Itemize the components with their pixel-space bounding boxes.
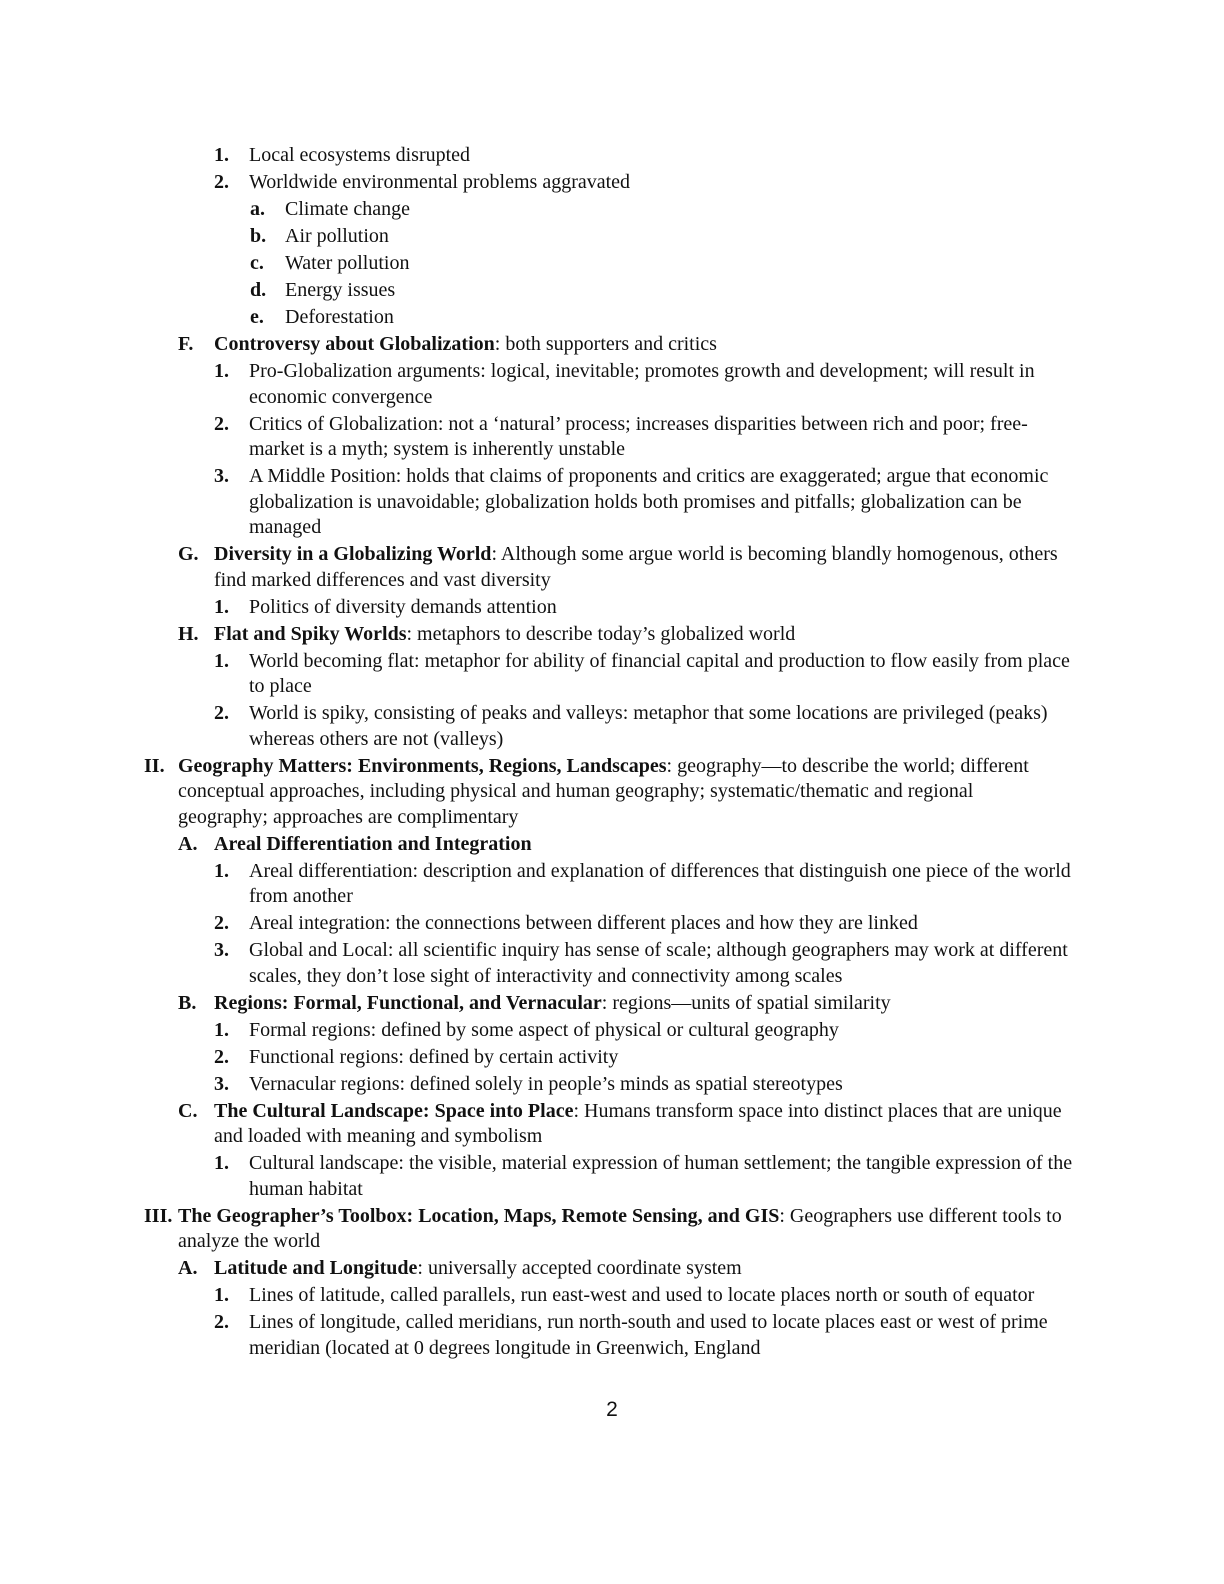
outline-marker: III. [144,1204,173,1227]
outline-text: Areal integration: the connections between different places and how they are linked [249,912,918,934]
outline-marker: d. [250,279,267,301]
outline-item [0,701,1224,752]
outline-marker: 1. [214,360,229,382]
outline-item [0,251,1224,277]
outline-text: World is spiky, consisting of peaks and valleys: metaphor that some locations are privileged (peaks) whereas others are not (valleys) [249,702,1048,750]
outline-content [214,542,1074,593]
outline-marker: 2. [214,412,229,435]
outline-item [0,1045,1224,1071]
outline-marker: H. [178,622,199,645]
outline-text: : Humans transform space into distinct places that are unique and loaded with meaning and symbolism [214,1099,1062,1147]
outline-marker: a. [250,198,265,220]
outline-item [0,197,1224,223]
outline-heading: Geography Matters: Environments, Regions, Landscapes [178,754,667,777]
outline-marker: 3. [214,1072,229,1095]
outline-content [249,1283,1074,1309]
outline-item [0,1151,1224,1202]
outline-content [249,1151,1074,1202]
outline-content [249,595,1074,621]
outline-marker: II. [144,754,165,777]
outline-text: World becoming flat: metaphor for ability of financial capital and production to flow easily from place to place [249,649,1070,697]
outline-item [0,649,1224,700]
outline-item [0,1072,1224,1098]
outline-content [178,754,1068,831]
outline-item [0,754,1224,831]
outline-item [0,911,1224,937]
outline-marker: 2. [214,702,229,724]
outline-heading: Flat and Spiky Worlds [214,622,407,645]
outline-heading: The Cultural Landscape: Space into Place [214,1099,574,1122]
outline-content [285,278,1075,304]
outline-content [214,991,1074,1017]
outline-content [214,832,1074,858]
outline-content [249,911,1074,937]
outline-marker: 3. [214,939,229,961]
outline-marker: 1. [214,1284,229,1306]
outline-marker: 2. [214,1045,229,1068]
outline-content [249,1072,1074,1098]
outline-marker: 2. [214,1311,229,1333]
outline-item [0,224,1224,250]
outline-content [214,332,1074,358]
outline-content [285,305,1075,331]
outline-text: Local ecosystems disrupted [249,144,471,166]
outline-text: Air pollution [285,225,389,247]
outline-content [249,649,1074,700]
outline-text: Lines of longitude, called meridians, run north-south and used to locate places east or west of prime meridian (located at 0 degrees longitude in Greenwich, England [249,1311,1048,1359]
outline-text: Global and Local: all scientific inquiry has sense of scale; although geographers may work at different scales, they don’t lose sight of interactivity and connectivity among scales [249,939,1068,987]
outline-content [249,170,1074,196]
outline-text: Areal differentiation: description and explanation of differences that distinguish one piece of the world from another [249,859,1071,907]
outline-text: Lines of latitude, called parallels, run east-west and used to locate places north or south of equator [249,1284,1035,1306]
outline-content [249,143,1074,169]
outline-marker: 1. [214,144,229,166]
outline-item [0,1283,1224,1309]
outline-content [178,1204,1068,1255]
outline-text: Water pollution [285,252,410,274]
outline-marker: G. [178,543,199,565]
outline-marker: b. [250,225,267,247]
outline-content [249,701,1074,752]
outline-item [0,1099,1224,1150]
outline-heading: Diversity in a Globalizing World [214,543,492,565]
outline-item [0,332,1224,358]
outline-marker: 2. [214,171,229,193]
outline-marker: 3. [214,465,229,487]
outline-marker: c. [250,252,264,274]
outline-content [214,1256,1074,1282]
outline-text: A Middle Position: holds that claims of proponents and critics are exaggerated; argue that economic globalization is unavoidable; globalization holds both promises and pitfalls; globalization can be managed [249,465,1049,538]
outline-content [249,1045,1074,1071]
outline-text: Politics of diversity demands attention [249,595,557,618]
outline-text: Deforestation [285,306,394,328]
outline-text: : both supporters and critics [494,333,717,355]
outline-text: Climate change [285,198,410,220]
outline-marker: C. [178,1099,198,1122]
outline-item [0,991,1224,1017]
outline-heading: Controversy about Globalization [214,333,495,355]
outline-item [0,278,1224,304]
outline-text: : metaphors to describe today’s globalized world [406,622,796,645]
outline-text: Functional regions: defined by certain activity [249,1045,619,1068]
page-number: 2 [606,1398,618,1421]
outline-text: : geography—to describe the world; different conceptual approaches, including physical and human geography; systematic/thematic and regional geography; approaches are complimentary [178,754,1029,828]
outline-heading: Areal Differentiation and Integration [214,832,532,855]
outline-text: Cultural landscape: the visible, material expression of human settlement; the tangible expression of the human habitat [249,1152,1073,1200]
outline-item [0,1310,1224,1361]
outline-item [0,832,1224,858]
outline-item [0,359,1224,410]
outline-marker: 1. [214,1018,229,1041]
outline-content [249,412,1074,463]
outline-marker: A. [178,832,198,855]
outline-marker: 1. [214,859,229,882]
outline-marker: e. [250,306,264,328]
outline-marker: F. [178,333,194,355]
outline-text: Formal regions: defined by some aspect of physical or cultural geography [249,1018,839,1041]
outline-item [0,1256,1224,1282]
outline-item [0,1204,1224,1255]
outline-text: : universally accepted coordinate system [417,1257,742,1279]
outline-item [0,305,1224,331]
outline-content [249,464,1074,541]
outline-content [285,251,1075,277]
outline-item [0,622,1224,648]
outline-item [0,1018,1224,1044]
outline-item [0,170,1224,196]
outline-heading: The Geographer’s Toolbox: Location, Maps, Remote Sensing, and GIS [178,1204,780,1227]
outline-list [0,143,1224,1363]
outline-marker: B. [178,991,197,1014]
outline-marker: 1. [214,649,229,672]
outline-text: Pro-Globalization arguments: logical, inevitable; promotes growth and development; will result in economic convergence [249,360,1035,408]
outline-item [0,938,1224,989]
outline-text: Vernacular regions: defined solely in people’s minds as spatial stereotypes [249,1072,843,1095]
outline-content [214,622,1074,648]
outline-item [0,859,1224,910]
outline-item [0,412,1224,463]
outline-content [249,359,1074,410]
outline-content [285,224,1075,250]
outline-content [285,197,1075,223]
outline-marker: A. [178,1257,198,1279]
outline-item [0,143,1224,169]
outline-text: Worldwide environmental problems aggravated [249,171,631,193]
outline-text: Critics of Globalization: not a ‘natural’ process; increases disparities between rich and poor; free-market is a myth; system is inherently unstable [249,412,1028,460]
outline-text: : regions—units of spatial similarity [601,991,891,1014]
outline-item [0,464,1224,541]
outline-marker: 2. [214,912,229,934]
outline-content [249,859,1074,910]
outline-content [249,1018,1074,1044]
outline-content [214,1099,1074,1150]
outline-heading: Regions: Formal, Functional, and Vernacular [214,991,602,1014]
outline-item [0,595,1224,621]
outline-content [249,1310,1074,1361]
outline-text: Energy issues [285,279,396,301]
outline-marker: 1. [214,595,229,618]
outline-heading: Latitude and Longitude [214,1257,418,1279]
outline-marker: 1. [214,1152,229,1174]
outline-content [249,938,1074,989]
outline-item [0,542,1224,593]
outline-text: : Geographers use different tools to analyze the world [178,1204,1062,1252]
outline-text: : Although some argue world is becoming blandly homogenous, others find marked differences and vast diversity [214,543,1058,591]
